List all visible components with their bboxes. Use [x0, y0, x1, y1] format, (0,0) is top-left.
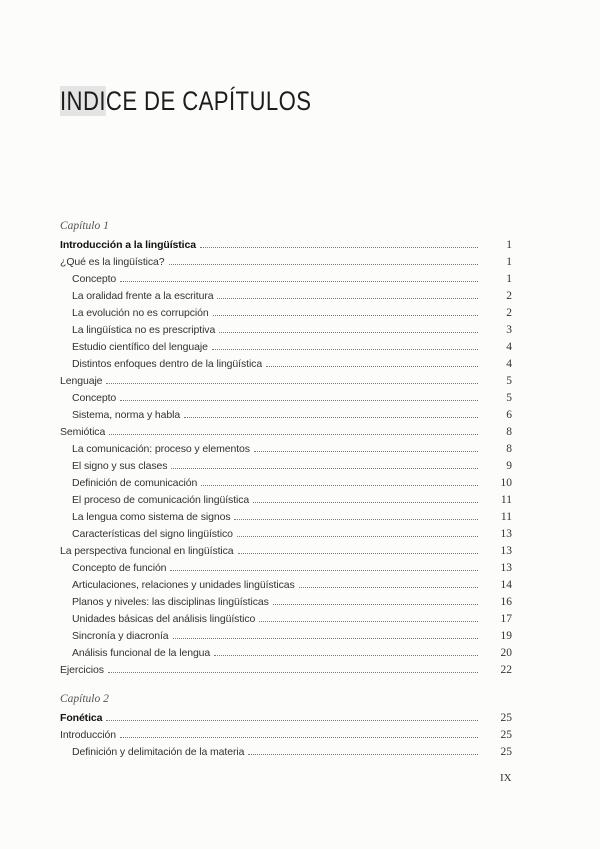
dot-leader [234, 519, 478, 520]
toc-entry-title: Fonética [60, 712, 103, 724]
toc-entry[interactable] [60, 490, 512, 506]
toc-entry-page: 19 [500, 630, 512, 642]
dot-leader [254, 451, 478, 452]
toc-entry-page: 13 [500, 562, 512, 574]
toc-entry[interactable] [60, 473, 512, 489]
toc-entry[interactable] [60, 524, 512, 540]
toc-entry-title: La lengua como sistema de signos [72, 511, 231, 523]
toc-entry[interactable] [60, 286, 512, 302]
toc-entry-page: 10 [500, 477, 512, 489]
toc-entry-title: Análisis funcional de la lengua [72, 647, 211, 659]
toc-entry[interactable] [60, 541, 512, 557]
toc-entry[interactable] [60, 388, 512, 404]
toc-entry[interactable] [60, 337, 512, 353]
toc-entry[interactable] [60, 456, 512, 472]
toc-entry-page: 22 [500, 664, 512, 676]
toc-entry-page: 1 [506, 256, 512, 268]
dot-leader [170, 570, 478, 571]
dot-leader [299, 587, 478, 588]
toc-entry-page: 4 [506, 341, 512, 353]
toc-entry-page: 8 [506, 443, 512, 455]
dot-leader [109, 434, 478, 435]
toc-entry-page: 25 [500, 712, 512, 724]
toc-entry[interactable] [60, 609, 512, 625]
toc-entry[interactable] [60, 422, 512, 438]
toc-entry[interactable] [60, 303, 512, 319]
toc-entry-page: 9 [506, 460, 512, 472]
toc-entry-page: 25 [500, 746, 512, 758]
toc-entry-page: 6 [506, 409, 512, 421]
toc-entry[interactable] [60, 371, 512, 387]
toc-entry-title: Concepto [72, 273, 117, 285]
toc-entry[interactable] [60, 235, 512, 251]
folio-page-number: IX [500, 772, 512, 784]
toc-entry-title: Sistema, norma y habla [72, 409, 181, 421]
toc-entry[interactable] [60, 405, 512, 421]
dot-leader [266, 366, 478, 367]
toc-entry-page: 11 [500, 494, 512, 506]
toc-entry-title: Unidades básicas del análisis lingüístico [72, 613, 256, 625]
dot-leader [120, 281, 478, 282]
toc-entry-page: 25 [500, 729, 512, 741]
toc-entry[interactable] [60, 252, 512, 268]
dot-leader [173, 638, 478, 639]
toc-entry-page: 20 [500, 647, 512, 659]
dot-leader [120, 737, 478, 738]
dot-leader [200, 247, 478, 248]
dot-leader [219, 332, 478, 333]
dot-leader [217, 298, 478, 299]
toc-entry[interactable] [60, 575, 512, 591]
page-title [60, 86, 311, 117]
toc-entry[interactable] [60, 626, 512, 642]
toc-entry[interactable] [60, 708, 512, 724]
dot-leader [248, 754, 478, 755]
toc-entry-title: La perspectiva funcional en lingüística [60, 545, 234, 557]
toc-entry[interactable] [60, 354, 512, 370]
toc-entry-title: Introducción a la lingüística [60, 239, 196, 251]
page-title-rest: CE DE CAPÍTULOS [105, 86, 312, 116]
dot-leader [237, 536, 478, 537]
dot-leader [214, 655, 478, 656]
toc-entry-page: 2 [506, 307, 512, 319]
dot-leader [106, 383, 478, 384]
toc-entry-title: Definición de comunicación [72, 477, 198, 489]
toc-entry-title: Introducción [60, 729, 117, 741]
toc-entry-page: 2 [506, 290, 512, 302]
toc-entry[interactable] [60, 320, 512, 336]
dot-leader [169, 264, 478, 265]
toc-entry-title: Estudio científico del lenguaje [72, 341, 208, 353]
toc-entry[interactable] [60, 507, 512, 523]
toc-entry-title: Características del signo lingüístico [72, 528, 233, 540]
dot-leader [273, 604, 478, 605]
toc-entry-page: 1 [506, 239, 512, 251]
toc-entry-page: 8 [506, 426, 512, 438]
toc-entry-title: La comunicación: proceso y elementos [72, 443, 250, 455]
dot-leader [253, 502, 478, 503]
toc-entry[interactable] [60, 592, 512, 608]
toc-entry-page: 17 [500, 613, 512, 625]
toc-entry[interactable] [60, 269, 512, 285]
chapter-label: Capítulo 2 [60, 693, 109, 705]
toc-entry[interactable] [60, 643, 512, 659]
toc-entry-title: El signo y sus clases [72, 460, 168, 472]
dot-leader [201, 485, 478, 486]
dot-leader [212, 349, 478, 350]
toc-entry-page: 11 [500, 511, 512, 523]
chapter-label: Capítulo 1 [60, 220, 109, 232]
toc-entry-title: ¿Qué es la lingüística? [60, 256, 165, 268]
toc-entry[interactable] [60, 558, 512, 574]
dot-leader [108, 672, 478, 673]
toc-entry-page: 14 [500, 579, 512, 591]
page-title-highlight: INDI [60, 86, 106, 116]
toc-entry-title: Concepto [72, 392, 117, 404]
toc-entry-page: 1 [506, 273, 512, 285]
dot-leader [259, 621, 478, 622]
toc-entry-page: 3 [506, 324, 512, 336]
dot-leader [184, 417, 478, 418]
toc-entry-page: 5 [506, 375, 512, 387]
toc-entry[interactable] [60, 660, 512, 676]
toc-entry-title: Distintos enfoques dentro de la lingüística [72, 358, 263, 370]
toc-entry-title: Planos y niveles: las disciplinas lingüísticas [72, 596, 269, 608]
toc-entry-page: 5 [506, 392, 512, 404]
dot-leader [120, 400, 478, 401]
toc-entry-page: 13 [500, 545, 512, 557]
toc-entry[interactable] [60, 725, 512, 741]
dot-leader [106, 720, 478, 721]
toc-entry-title: Articulaciones, relaciones y unidades lingüísticas [72, 579, 295, 591]
toc-entry-page: 13 [500, 528, 512, 540]
toc-entry-page: 16 [500, 596, 512, 608]
toc-entry-title: Definición y delimitación de la materia [72, 746, 245, 758]
toc-entry-title: Ejercicios [60, 664, 104, 676]
toc-entry-title: Lenguaje [60, 375, 103, 387]
toc-entry-title: Sincronía y diacronía [72, 630, 169, 642]
toc-entry-title: La oralidad frente a la escritura [72, 290, 214, 302]
dot-leader [213, 315, 478, 316]
toc-entry-title: La evolución no es corrupción [72, 307, 209, 319]
toc-entry-title: La lingüística no es prescriptiva [72, 324, 216, 336]
toc-entry-title: El proceso de comunicación lingüística [72, 494, 250, 506]
toc-entry-page: 4 [506, 358, 512, 370]
dot-leader [238, 553, 478, 554]
toc-entry[interactable] [60, 439, 512, 455]
toc-entry-title: Semiótica [60, 426, 106, 438]
dot-leader [171, 468, 478, 469]
toc-entry-title: Concepto de función [72, 562, 167, 574]
toc-entry[interactable] [60, 742, 512, 758]
